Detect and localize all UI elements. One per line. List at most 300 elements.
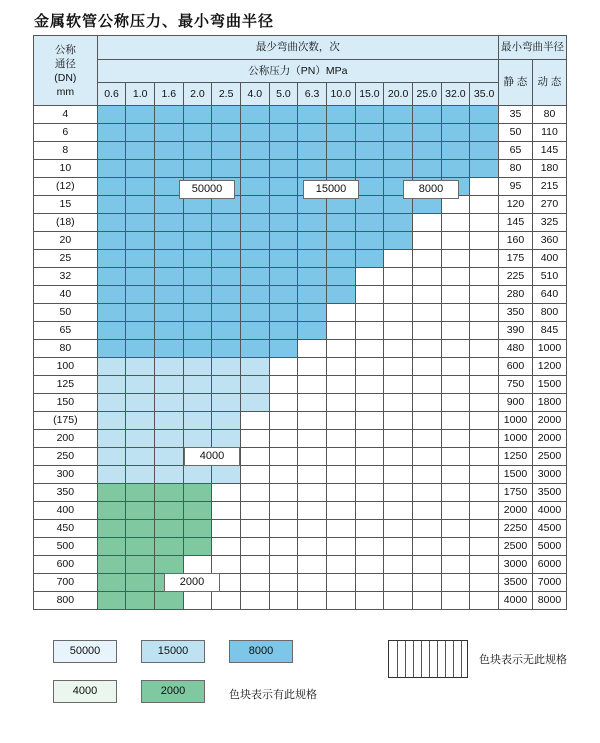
header-dn-line4: mm [56, 85, 75, 98]
cell-spec [240, 466, 269, 484]
cell-spec [412, 430, 441, 448]
cell-spec [355, 466, 384, 484]
header-static: 静 态 [499, 60, 533, 106]
cell-spec [355, 304, 384, 322]
cell-spec [212, 538, 241, 556]
cell-spec [298, 340, 327, 358]
header-pressure-9: 10.0 [326, 83, 355, 106]
header-pressure: 公称压力（PN）MPa [97, 60, 498, 83]
cell-spec [240, 520, 269, 538]
cell-static-radius: 4000 [499, 592, 533, 610]
legend-swatch: 8000 [229, 640, 293, 663]
value-tag: 15000 [303, 180, 359, 199]
cell-spec [298, 484, 327, 502]
table-row [34, 430, 567, 448]
cell-spec [470, 412, 499, 430]
cell-spec [183, 376, 212, 394]
cell-spec [269, 268, 298, 286]
cell-spec [384, 106, 413, 124]
cell-spec [126, 574, 155, 592]
cell-spec [384, 502, 413, 520]
cell-spec [240, 268, 269, 286]
cell-spec [155, 106, 184, 124]
cell-spec [269, 232, 298, 250]
cell-spec [269, 160, 298, 178]
cell-static-radius: 2250 [499, 520, 533, 538]
cell-dn: 32 [34, 268, 98, 286]
cell-dn: 50 [34, 304, 98, 322]
cell-spec [155, 556, 184, 574]
cell-spec [212, 466, 241, 484]
cell-spec [240, 358, 269, 376]
cell-spec [470, 376, 499, 394]
cell-dynamic-radius: 7000 [532, 574, 566, 592]
cell-spec [240, 250, 269, 268]
cell-spec [384, 466, 413, 484]
cell-spec [441, 412, 470, 430]
cell-spec [240, 196, 269, 214]
cell-spec [212, 430, 241, 448]
cell-spec [269, 592, 298, 610]
cell-spec [155, 268, 184, 286]
table-row [34, 178, 567, 196]
cell-spec [384, 538, 413, 556]
table-row [34, 214, 567, 232]
cell-spec [355, 160, 384, 178]
cell-dn: 800 [34, 592, 98, 610]
header-pressure-12: 25.0 [412, 83, 441, 106]
header-pressure-4: 2.0 [183, 83, 212, 106]
cell-spec [470, 466, 499, 484]
cell-spec [384, 592, 413, 610]
cell-spec [384, 322, 413, 340]
cell-static-radius: 80 [499, 160, 533, 178]
table-row [34, 322, 567, 340]
cell-spec [470, 322, 499, 340]
cell-static-radius: 35 [499, 106, 533, 124]
cell-dn: 600 [34, 556, 98, 574]
cell-spec [212, 304, 241, 322]
header-dn-line3: (DN) [54, 71, 77, 84]
cell-spec [183, 484, 212, 502]
cell-spec [441, 106, 470, 124]
cell-spec [355, 376, 384, 394]
cell-spec [470, 268, 499, 286]
cell-spec [97, 196, 126, 214]
cell-spec [183, 286, 212, 304]
header-pressure-10: 15.0 [355, 83, 384, 106]
header-pressure-11: 20.0 [384, 83, 413, 106]
table-row [34, 538, 567, 556]
table-row [34, 376, 567, 394]
cell-spec [269, 520, 298, 538]
cell-spec [155, 430, 184, 448]
cell-spec [384, 286, 413, 304]
table-row [34, 448, 567, 466]
cell-dynamic-radius: 8000 [532, 592, 566, 610]
cell-spec [355, 556, 384, 574]
header-pressure-7: 5.0 [269, 83, 298, 106]
cell-spec [355, 250, 384, 268]
cell-spec [470, 448, 499, 466]
cell-spec [269, 358, 298, 376]
cell-spec [470, 178, 499, 196]
cell-dynamic-radius: 800 [532, 304, 566, 322]
cell-spec [326, 376, 355, 394]
table-row [34, 268, 567, 286]
cell-dn: 125 [34, 376, 98, 394]
cell-spec [326, 304, 355, 322]
cell-spec [97, 250, 126, 268]
cell-spec [412, 376, 441, 394]
cell-spec [269, 340, 298, 358]
cell-spec [97, 502, 126, 520]
header-dn-line2: 通径 [54, 57, 76, 70]
cell-spec [212, 142, 241, 160]
value-tag: 50000 [179, 180, 235, 199]
cell-spec [97, 538, 126, 556]
cell-spec [326, 106, 355, 124]
cell-dn: 300 [34, 466, 98, 484]
cell-dn: 450 [34, 520, 98, 538]
cell-spec [355, 538, 384, 556]
cell-dn: 8 [34, 142, 98, 160]
cell-dynamic-radius: 360 [532, 232, 566, 250]
cell-dn: 400 [34, 502, 98, 520]
cell-spec [155, 340, 184, 358]
table-row [34, 358, 567, 376]
cell-dn: 20 [34, 232, 98, 250]
cell-spec [412, 538, 441, 556]
header-pressure-1: 0.6 [97, 83, 126, 106]
cell-dynamic-radius: 80 [532, 106, 566, 124]
cell-spec [212, 394, 241, 412]
cell-spec [212, 268, 241, 286]
cell-spec [212, 250, 241, 268]
legend-swatch: 15000 [141, 640, 205, 663]
cell-spec [97, 556, 126, 574]
cell-spec [97, 178, 126, 196]
cell-spec [126, 556, 155, 574]
cell-spec [298, 286, 327, 304]
cell-spec [355, 592, 384, 610]
cell-spec [298, 502, 327, 520]
cell-spec [240, 214, 269, 232]
cell-spec [240, 556, 269, 574]
cell-spec [412, 592, 441, 610]
cell-spec [97, 322, 126, 340]
cell-spec [155, 592, 184, 610]
cell-spec [212, 502, 241, 520]
cell-spec [240, 502, 269, 520]
cell-spec [97, 106, 126, 124]
cell-dynamic-radius: 2500 [532, 448, 566, 466]
cell-spec [183, 106, 212, 124]
cell-spec [183, 268, 212, 286]
cell-spec [412, 394, 441, 412]
cell-spec [384, 358, 413, 376]
cell-spec [412, 340, 441, 358]
legend-swatch: 4000 [53, 680, 117, 703]
cell-spec [384, 124, 413, 142]
cell-spec [384, 340, 413, 358]
cell-spec [126, 106, 155, 124]
cell-spec [97, 466, 126, 484]
cell-spec [355, 232, 384, 250]
cell-spec [326, 232, 355, 250]
cell-dynamic-radius: 640 [532, 286, 566, 304]
cell-spec [298, 592, 327, 610]
table-row [34, 160, 567, 178]
cell-spec [470, 574, 499, 592]
cell-spec [183, 430, 212, 448]
cell-spec [240, 232, 269, 250]
cell-spec [126, 430, 155, 448]
cell-static-radius: 600 [499, 358, 533, 376]
cell-spec [97, 358, 126, 376]
cell-static-radius: 1000 [499, 430, 533, 448]
cell-spec [298, 106, 327, 124]
cell-spec [155, 358, 184, 376]
cell-spec [412, 466, 441, 484]
cell-spec [355, 412, 384, 430]
cell-spec [126, 448, 155, 466]
cell-spec [441, 574, 470, 592]
cell-spec [355, 178, 384, 196]
legend-swatch: 2000 [141, 680, 205, 703]
cell-spec [212, 106, 241, 124]
cell-spec [155, 520, 184, 538]
cell-spec [412, 106, 441, 124]
cell-spec [470, 304, 499, 322]
cell-spec [470, 160, 499, 178]
cell-spec [269, 196, 298, 214]
cell-spec [97, 448, 126, 466]
cell-static-radius: 3500 [499, 574, 533, 592]
cell-spec [470, 196, 499, 214]
cell-spec [155, 448, 184, 466]
cell-spec [470, 286, 499, 304]
table-row [34, 304, 567, 322]
cell-spec [97, 340, 126, 358]
cell-dynamic-radius: 2000 [532, 430, 566, 448]
table-body [34, 106, 567, 610]
cell-spec [470, 394, 499, 412]
value-tag: 2000 [164, 573, 220, 592]
cell-spec [183, 232, 212, 250]
cell-spec [412, 268, 441, 286]
cell-spec [298, 412, 327, 430]
cell-spec [441, 430, 470, 448]
cell-spec [470, 142, 499, 160]
table-header [34, 36, 567, 106]
cell-spec [470, 538, 499, 556]
table-row [34, 484, 567, 502]
cell-dynamic-radius: 5000 [532, 538, 566, 556]
cell-spec [183, 412, 212, 430]
cell-spec [240, 538, 269, 556]
cell-spec [97, 232, 126, 250]
cell-spec [326, 430, 355, 448]
cell-spec [384, 376, 413, 394]
cell-spec [212, 286, 241, 304]
cell-spec [298, 430, 327, 448]
cell-spec [298, 160, 327, 178]
cell-spec [355, 484, 384, 502]
cell-spec [97, 304, 126, 322]
cell-spec [240, 142, 269, 160]
cell-spec [412, 556, 441, 574]
cell-spec [470, 124, 499, 142]
cell-static-radius: 120 [499, 196, 533, 214]
cell-spec [126, 322, 155, 340]
cell-spec [384, 232, 413, 250]
cell-spec [97, 592, 126, 610]
cell-spec [240, 376, 269, 394]
cell-static-radius: 160 [499, 232, 533, 250]
header-dn [34, 36, 98, 106]
cell-spec [441, 304, 470, 322]
cell-spec [355, 358, 384, 376]
cell-spec [355, 142, 384, 160]
cell-spec [412, 358, 441, 376]
cell-spec [326, 412, 355, 430]
cell-spec [126, 304, 155, 322]
cell-spec [441, 340, 470, 358]
cell-spec [183, 358, 212, 376]
cell-spec [183, 520, 212, 538]
cell-spec [326, 358, 355, 376]
cell-spec [240, 304, 269, 322]
cell-spec [412, 502, 441, 520]
cell-spec [269, 538, 298, 556]
cell-spec [97, 484, 126, 502]
cell-spec [97, 520, 126, 538]
cell-spec [470, 556, 499, 574]
cell-spec [384, 412, 413, 430]
legend-note-has-spec: 色块表示有此规格 [229, 689, 317, 701]
cell-spec [298, 376, 327, 394]
cell-spec [412, 232, 441, 250]
cell-spec [126, 250, 155, 268]
cell-dn: 4 [34, 106, 98, 124]
cell-spec [212, 412, 241, 430]
cell-spec [212, 340, 241, 358]
cell-spec [326, 340, 355, 358]
cell-spec [441, 124, 470, 142]
cell-spec [126, 340, 155, 358]
cell-spec [212, 232, 241, 250]
header-pressure-14: 35.0 [470, 83, 499, 106]
cell-spec [155, 394, 184, 412]
cell-dn: 10 [34, 160, 98, 178]
cell-spec [326, 466, 355, 484]
cell-dn: 700 [34, 574, 98, 592]
cell-dn: (18) [34, 214, 98, 232]
header-pressure-13: 32.0 [441, 83, 470, 106]
cell-dn: 65 [34, 322, 98, 340]
cell-spec [183, 214, 212, 232]
cell-dynamic-radius: 270 [532, 196, 566, 214]
cell-spec [384, 556, 413, 574]
cell-spec [326, 322, 355, 340]
cell-spec [470, 250, 499, 268]
cell-spec [183, 502, 212, 520]
cell-dynamic-radius: 4500 [532, 520, 566, 538]
cell-spec [183, 322, 212, 340]
cell-spec [298, 124, 327, 142]
cell-spec [355, 124, 384, 142]
cell-dn: 15 [34, 196, 98, 214]
header-dn-line1: 公称 [54, 43, 76, 56]
cell-spec [298, 322, 327, 340]
cell-spec [97, 142, 126, 160]
cell-spec [355, 322, 384, 340]
cell-spec [384, 484, 413, 502]
cell-spec [269, 412, 298, 430]
cell-spec [212, 592, 241, 610]
cell-dn: 25 [34, 250, 98, 268]
table-row [34, 556, 567, 574]
cell-spec [355, 196, 384, 214]
cell-static-radius: 390 [499, 322, 533, 340]
cell-spec [441, 358, 470, 376]
cell-spec [212, 322, 241, 340]
cell-spec [155, 304, 184, 322]
cell-spec [441, 142, 470, 160]
cell-dn: (12) [34, 178, 98, 196]
cell-static-radius: 65 [499, 142, 533, 160]
cell-spec [441, 484, 470, 502]
table-row [34, 502, 567, 520]
cell-spec [384, 214, 413, 232]
cell-spec [470, 106, 499, 124]
cell-spec [240, 160, 269, 178]
header-pressure-2: 1.0 [126, 83, 155, 106]
cell-spec [441, 250, 470, 268]
cell-spec [212, 358, 241, 376]
cell-spec [97, 160, 126, 178]
cell-spec [441, 466, 470, 484]
cell-spec [384, 142, 413, 160]
cell-spec [126, 520, 155, 538]
cell-spec [240, 448, 269, 466]
cell-spec [240, 484, 269, 502]
legend-swatch: 50000 [53, 640, 117, 663]
cell-spec [355, 394, 384, 412]
cell-spec [298, 538, 327, 556]
cell-spec [240, 574, 269, 592]
cell-spec [355, 448, 384, 466]
cell-spec [183, 250, 212, 268]
cell-dynamic-radius: 6000 [532, 556, 566, 574]
cell-spec [212, 376, 241, 394]
cell-dynamic-radius: 400 [532, 250, 566, 268]
cell-spec [412, 142, 441, 160]
cell-spec [441, 322, 470, 340]
header-pressure-values [34, 83, 567, 106]
value-tag: 8000 [403, 180, 459, 199]
cell-spec [298, 556, 327, 574]
cell-spec [97, 214, 126, 232]
cell-spec [384, 394, 413, 412]
cell-spec [269, 556, 298, 574]
cell-spec [183, 466, 212, 484]
cell-spec [240, 286, 269, 304]
cell-dynamic-radius: 325 [532, 214, 566, 232]
cell-spec [384, 250, 413, 268]
cell-spec [326, 250, 355, 268]
